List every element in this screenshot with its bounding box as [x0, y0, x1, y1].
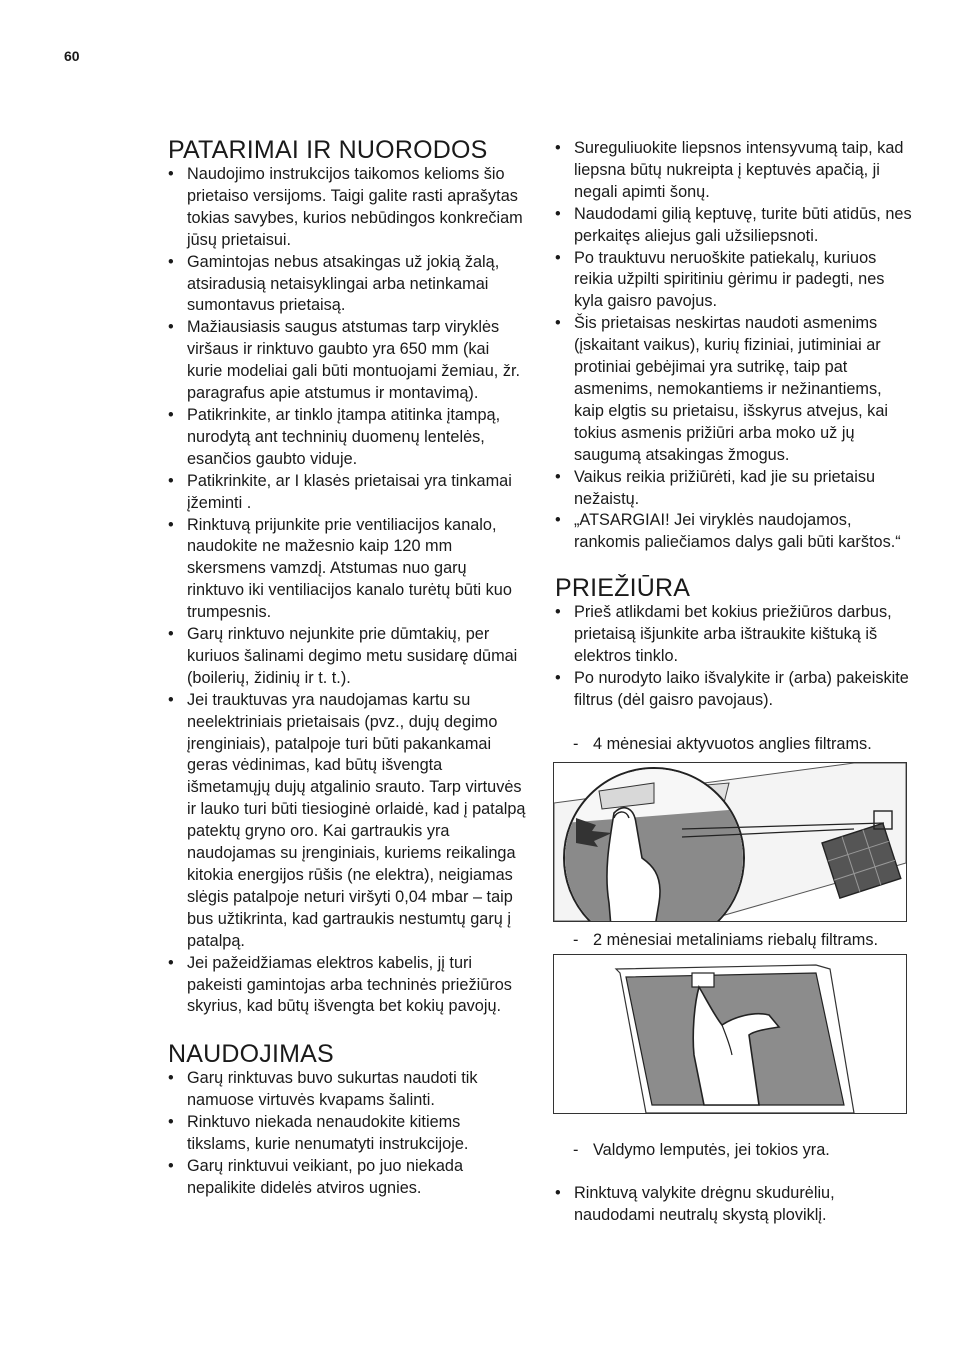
- maintenance-list: [553, 602, 913, 712]
- dash-item-lamps: - Valdymo lemputės, jei tokios yra.: [553, 1140, 913, 1162]
- metal-filter-illustration: [553, 954, 907, 1114]
- left-column: [166, 136, 526, 1200]
- section-title-tips: PATARIMAI IR NUORODOS: [168, 136, 488, 164]
- right-column: [553, 138, 913, 1227]
- tips-list: [166, 164, 526, 1018]
- list-item: • Garų rinktuvui veikiant, po juo niekada nepalikite didelės atviros ugnies.: [166, 1156, 526, 1200]
- list-item: • Rinktuvą prijunkite prie ventiliacijos kanalo, naudokite ne mažesnio kaip 120 mm skersmens vamzdį. Atstumas nuo garų rinktuvo iki ventiliacijos kanalo turėtų būti kuo trumpesnis.: [166, 515, 526, 625]
- section-title-usage: NAUDOJIMAS: [168, 1040, 334, 1069]
- list-item: • Gamintojas nebus atsakingas už jokią žalą, atsiradusią netaisyklingai arba netinkamai sumontavus prietaisą.: [166, 252, 526, 318]
- list-item: • Prieš atlikdami bet kokius priežiūros darbus, prietaisą išjunkite arba ištraukite kištuką iš elektros tinklo.: [553, 602, 913, 668]
- list-item: • Po nurodyto laiko išvalykite ir (arba) pakeiskite filtrus (dėl gaisro pavojaus).: [553, 668, 913, 712]
- list-item: • Naudodami gilią keptuvę, turite būti atidūs, nes perkaitęs aliejus gali užsiliepsnoti.: [553, 204, 913, 248]
- list-item: • Patikrinkite, ar I klasės prietaisai yra tinkamai įžeminti .: [166, 471, 526, 515]
- usage-list: [166, 1068, 526, 1199]
- list-item: • Garų rinktuvas buvo sukurtas naudoti tik namuose virtuvės kvapams šalinti.: [166, 1068, 526, 1112]
- section-title-maintenance: PRIEŽIŪRA: [555, 574, 691, 603]
- list-item: • Naudojimo instrukcijos taikomos kelioms šio prietaiso versijoms. Taigi galite rasti aprašytas tokias savybes, kurios nebūdingos konkrečiam jūsų prietaisui.: [166, 164, 526, 252]
- page-number: 60: [64, 48, 80, 64]
- list-item: • Vaikus reikia prižiūrėti, kad jie su prietaisu nežaistų.: [553, 467, 913, 511]
- list-item: • Patikrinkite, ar tinklo įtampa atitinka įtampą, nurodytą ant techninių duomenų lentelės, esančios gaubto viduje.: [166, 405, 526, 471]
- safety-list: [553, 138, 913, 554]
- list-item: • Jei pažeidžiamas elektros kabelis, jį turi pakeisti gamintojas arba techninės priežiūros skyrius, kad būtų išvengta bet kokių pavojų.: [166, 953, 526, 1019]
- list-item: • „ATSARGIAI! Jei viryklės naudojamos, rankomis paliečiamos dalys gali būti karštos.“: [553, 510, 913, 554]
- list-item: • Jei trauktuvas yra naudojamas kartu su neelektriniais prietaisais (pvz., dujų degimo įrenginiais), patalpoje turi būti pakankamai geras vėdinimas, kad būtų išvengta išmetamųjų dujų atgalinio srauto. Tarp virtuvės ir lauko turi būti tiesioginė orlaidė, kad į patalpą patektų gryno oro. Kai gartraukis yra naudojamas su įrenginiais, kuriems reikalinga kitokia energijos rūšis (ne elektra), neigiamas slėgis patalpoje neturi viršyti 0,04 mbar – taip bus užtikrinta, kad gartraukis nestumtų garų į patalpą.: [166, 690, 526, 953]
- charcoal-filter-illustration: [553, 762, 907, 922]
- list-item: • Rinktuvo niekada nenaudokite kitiems tikslams, kurie nenumatyti instrukcijoje.: [166, 1112, 526, 1156]
- cleaning-list: [553, 1183, 913, 1227]
- list-item: • Rinktuvą valykite drėgnu skudurėliu, naudodami neutralų skystą ploviklį.: [553, 1183, 913, 1227]
- dash-item-metal: - 2 mėnesiai metaliniams riebalų filtrams.: [553, 930, 913, 952]
- list-item: • Po trauktuvu neruoškite patiekalų, kuriuos reikia užpilti spiritiniu gėrimu ir padegti, nes kyla gaisro pavojus.: [553, 248, 913, 314]
- list-item: • Mažiausiasis saugus atstumas tarp viryklės viršaus ir rinktuvo gaubto yra 650 mm (kai kurie modeliai gali būti montuojami žemiau, žr. paragrafus apie atstumus ir montavimą).: [166, 317, 526, 405]
- dash-item-charcoal: - 4 mėnesiai aktyvuotos anglies filtrams.: [553, 734, 913, 756]
- list-item: • Sureguliuokite liepsnos intensyvumą taip, kad liepsna būtų nukreipta į keptuvės apačią, ji negali apimti šonų.: [553, 138, 913, 204]
- list-item: • Šis prietaisas neskirtas naudoti asmenims (įskaitant vaikus), kurių fiziniai, jutiminiai ar protiniai gebėjimai yra sutrikę, taip pat asmenims, nemokantiems ir nežinantiems, kaip elgtis su prietaisu, išskyrus atvejus, kai tokius asmenis prižiūri arba moko už jų saugumą atsakingas žmogus.: [553, 313, 913, 466]
- list-item: • Garų rinktuvo nejunkite prie dūmtakių, per kuriuos šalinami degimo metu susidarę dūmai (boilerių, židinių ir t. t.).: [166, 624, 526, 690]
